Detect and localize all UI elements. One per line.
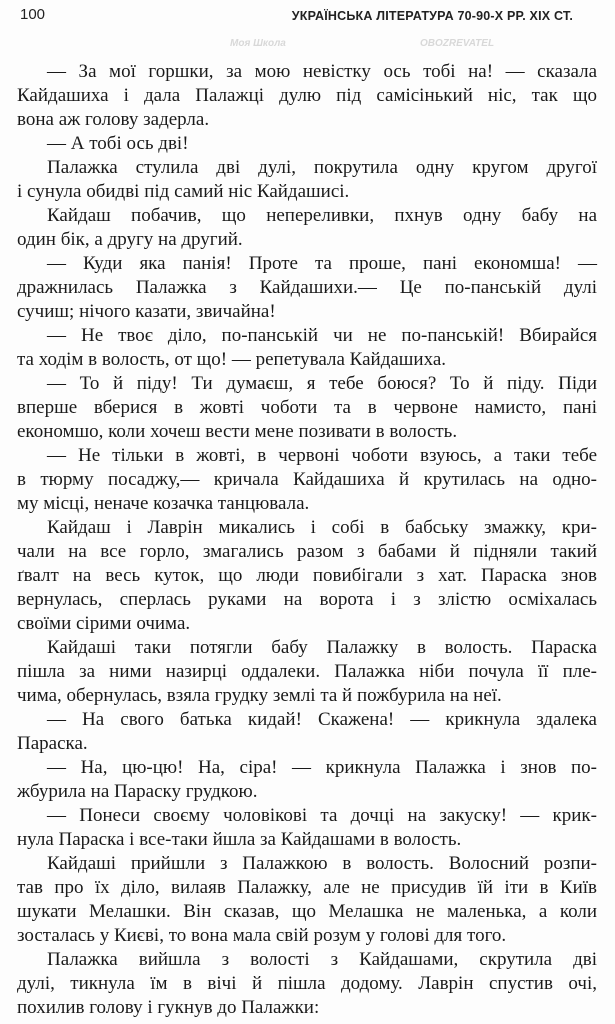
text-line: Кайдаші прийшли з Палажкою в волость. Волосний розпи- [47, 853, 597, 874]
page-body-text [17, 60, 597, 1020]
text-line: — Не твоє діло, по-панській чи не по-панській! Вбирайся [47, 325, 597, 346]
text-line: сучиш; нічого казати, звичайна! [17, 301, 276, 322]
text-line: пішла за ними назирці оддалеки. Палажка ніби почула її пле- [17, 661, 597, 682]
text-line: Кайдаш і Лаврін микались і собі в бабську змажку, кри- [47, 517, 597, 538]
text-line: чима, обернулась, взяла грудку землі та й пожбурила на неї. [17, 685, 502, 706]
text-line: Палажка стулила дві дулі, покрутила одну кругом другої [47, 157, 597, 178]
text-line: — За мої горшки, за мою невістку ось тобі на! — сказала [47, 61, 597, 82]
text-line: нула Параска і все-таки йшла за Кайдашами в волость. [17, 829, 462, 850]
text-line: вперше вберися в жовті чоботи та в червоне намисто, пані [17, 397, 597, 418]
text-line: — Не тільки в жовті, в червоні чоботи взуюсь, а таки тебе [47, 445, 597, 466]
text-line: Кайдаш побачив, що непереливки, пхнув одну бабу на [47, 205, 597, 226]
text-line: економшо, коли хочеш вести мене позивати в волость. [17, 421, 458, 442]
watermark-moya-shkola: Моя Школа [230, 38, 286, 49]
text-line: Кайдашиха і дала Палажці дулю під самісінький ніс, так що [17, 85, 597, 106]
text-line: дулі, тикнула їм в вічі й пішла додому. Лаврін спустив очі, [17, 973, 597, 994]
page-number: 100 [20, 6, 46, 23]
text-line: один бік, а другу на другий. [17, 229, 243, 250]
text-line: му місці, неначе козачка танцювала. [17, 493, 310, 514]
text-line: в тюрму посаджу,— кричала Кайдашиха й крутилась на одно- [17, 469, 597, 490]
text-line: вона аж голову задерла. [17, 109, 210, 130]
text-line: Палажка вийшла з волості з Кайдашами, скрутила дві [47, 949, 597, 970]
text-line: — Куди яка панія! Проте та проше, пані економша! — [47, 253, 597, 274]
text-line: — Понеси своєму чоловікові та дочці на закуску! — крик- [47, 805, 597, 826]
text-line: тав про їх діло, вилаяв Палажку, але не присудив їй іти в Київ [17, 877, 597, 898]
text-line: Параска. [17, 733, 88, 754]
text-line: дражнилась Палажка з Кайдашихи.— Це по-панській дулі [17, 277, 597, 298]
text-line: — На, цю-цю! На, сіра! — крикнула Палажка і знов по- [47, 757, 597, 778]
text-line: Кайдаші таки потягли бабу Палажку в волость. Параска [47, 637, 597, 658]
text-line: — На свого батька кидай! Скажена! — крикнула здалека [47, 709, 597, 730]
text-line: — А тобі ось дві! [47, 133, 189, 154]
text-line: ґвалт на весь куток, що люди повибігали з хат. Параска знов [17, 565, 597, 586]
text-line: своїми сірими очима. [17, 613, 191, 634]
text-line: — То й піду! Ти думаєш, я тебе боюся? То й піду. Піди [47, 373, 597, 394]
text-line: та ходім в волость, от що! — репетувала Кайдашиха. [17, 349, 447, 370]
text-line: зосталась у Києві, то вона мала свій розум у голові для того. [17, 925, 507, 946]
text-line: і сунула обидві під самий ніс Кайдашисі. [17, 181, 350, 202]
watermark-obozrevatel: OBOZREVATEL [420, 38, 495, 49]
text-line: шукати Мелашки. Він сказав, що Мелашка не маленька, а коли [17, 901, 597, 922]
running-header: УКРАЇНСЬКА ЛІТЕРАТУРА 70-90-Х РР. XIX СТ. [291, 9, 573, 23]
text-line: вернулась, сперлась руками на ворота і з злістю осміхалась [17, 589, 597, 610]
text-line: похилив голову і гукнув до Палажки: [17, 997, 320, 1018]
text-line: жбурила на Параску грудкою. [17, 781, 258, 802]
text-line: чали на все горло, змагались разом з бабами й підняли такий [17, 541, 597, 562]
